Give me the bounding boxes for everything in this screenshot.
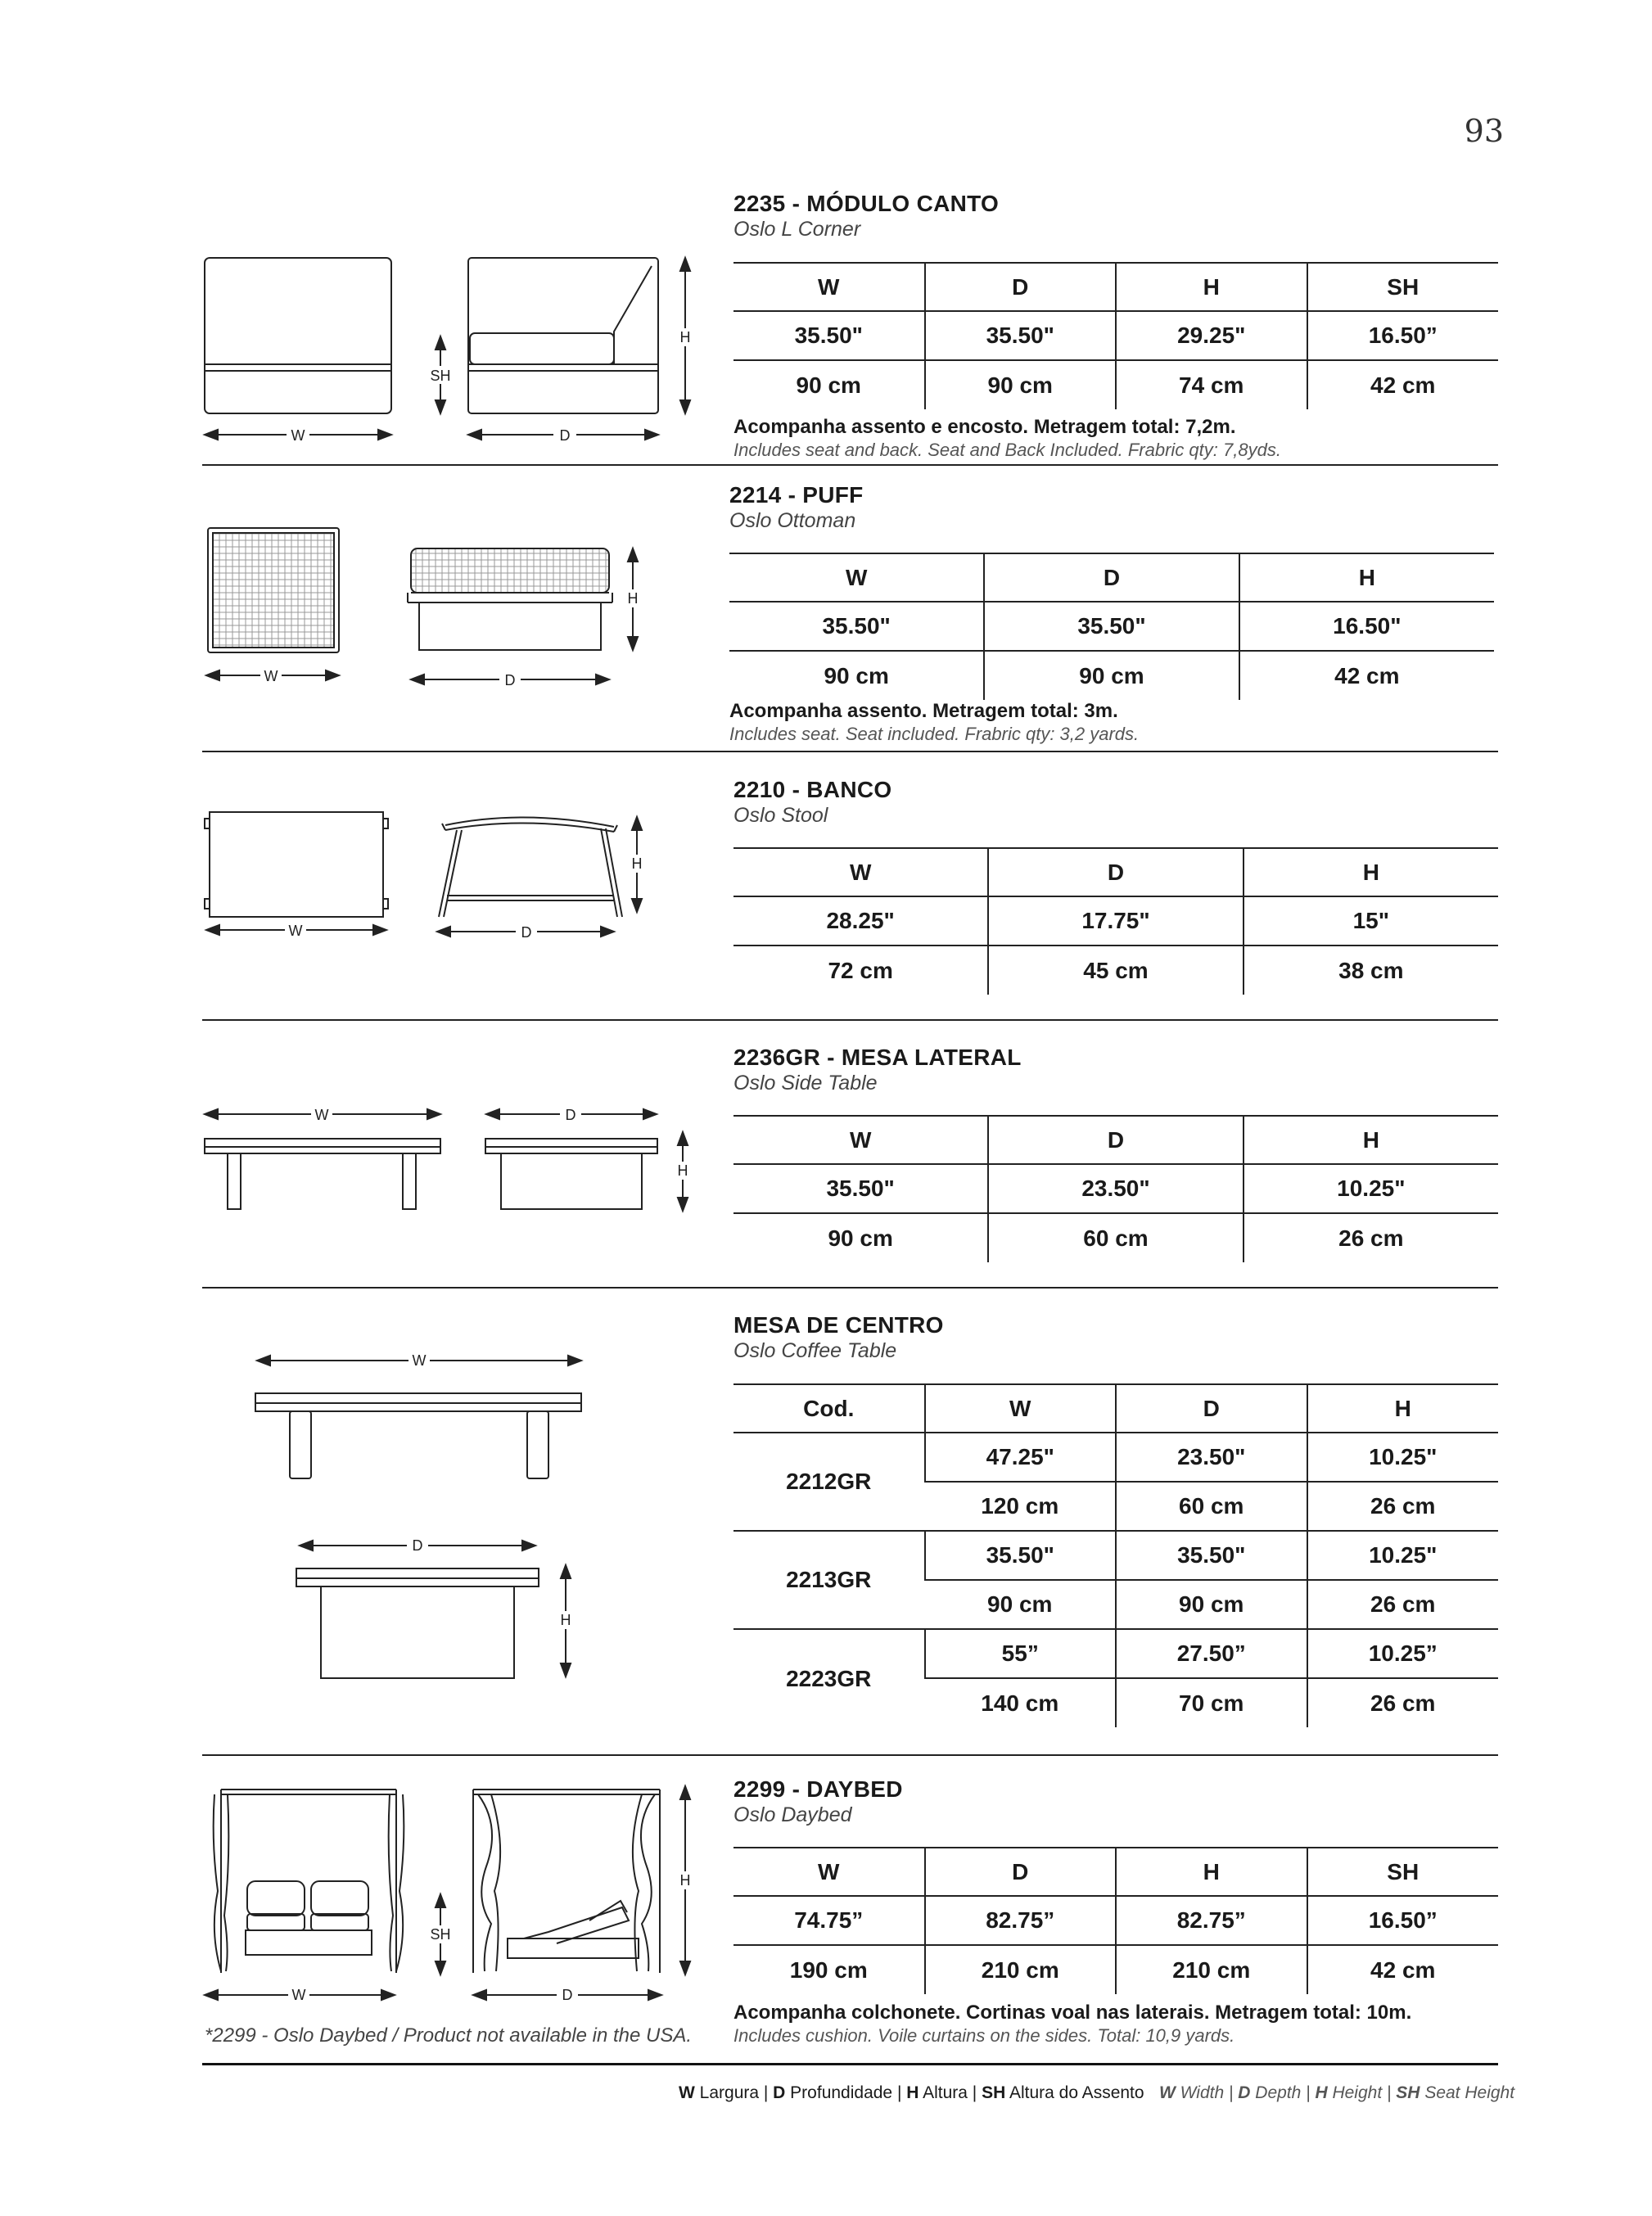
table-cell: 26 cm [1307, 1678, 1499, 1727]
table-cell: 35.50" [925, 1531, 1117, 1580]
table-cell: 190 cm [733, 1945, 925, 1994]
legend-value: Depth | [1250, 2083, 1316, 2102]
table-cell: 74.75” [733, 1896, 925, 1945]
legend-key: D [773, 2083, 786, 2102]
ottoman-drawing [196, 524, 655, 696]
section-divider [202, 1287, 1498, 1289]
product-title: MESA DE CENTRO [733, 1312, 944, 1338]
table-cell: 42 cm [1307, 1945, 1499, 1994]
legend-value: Altura | [919, 2083, 982, 2102]
legend-value: Altura do Assento [1005, 2083, 1144, 2102]
page-number: 93 [1464, 113, 1504, 149]
table-cell: 60 cm [1116, 1482, 1307, 1531]
section-divider [202, 464, 1498, 466]
table-cell: 38 cm [1244, 946, 1498, 995]
dimensions-table [733, 1383, 1498, 1727]
dim-label-d: D [559, 427, 571, 444]
table-cell: 28.25" [733, 896, 988, 946]
table-cell: 23.50" [988, 1164, 1243, 1213]
note-english: Includes seat and back. Seat and Back Included. Frabric qty: 7,8yds. [733, 440, 1281, 460]
legend-value: Profundidade | [785, 2083, 907, 2102]
product-subtitle: Oslo Side Table [733, 1072, 878, 1094]
legend-key: H [1315, 2083, 1328, 2102]
table-header: H [1116, 1848, 1307, 1896]
product-subtitle: Oslo Stool [733, 804, 828, 827]
dim-label-d: D [565, 1107, 576, 1123]
section-divider [202, 1019, 1498, 1021]
dimensions-table [733, 1115, 1498, 1262]
stool-drawing [196, 802, 671, 958]
table-cell: 16.50" [1239, 602, 1494, 651]
table-header: W [729, 553, 984, 602]
product-note [733, 415, 1281, 461]
table-cell: 35.50" [984, 602, 1239, 651]
legend-key: H [906, 2083, 919, 2102]
table-cell: 27.50” [1116, 1629, 1307, 1678]
table-header: H [1307, 1384, 1499, 1433]
table-header: D [925, 263, 1117, 311]
table-header: H [1239, 553, 1494, 602]
legend-key: SH [982, 2083, 1006, 2102]
section-divider [202, 751, 1498, 752]
product-title: 2214 - PUFF [729, 482, 864, 508]
table-header: H [1244, 848, 1498, 896]
table-cell: 42 cm [1239, 651, 1494, 700]
dim-label-h: H [679, 329, 691, 345]
table-cell: 90 cm [733, 360, 925, 409]
legend-portuguese [679, 2083, 1144, 2103]
daybed-drawing [196, 1776, 704, 2014]
legend-value: Width | [1175, 2083, 1239, 2102]
table-cell: 90 cm [729, 651, 984, 700]
table-cell: 45 cm [988, 946, 1243, 995]
table-cell: 72 cm [733, 946, 988, 995]
table-header: W [733, 263, 925, 311]
table-cell: 35.50" [733, 1164, 988, 1213]
product-heading [729, 482, 864, 533]
table-header: D [988, 848, 1243, 896]
table-cell: 60 cm [988, 1213, 1243, 1262]
table-cell: 90 cm [925, 1580, 1117, 1629]
corner-drawing [196, 250, 704, 454]
section-divider [202, 1754, 1498, 1756]
dim-label-h: H [631, 855, 643, 872]
table-cell: 26 cm [1307, 1482, 1499, 1531]
table-cell: 120 cm [925, 1482, 1117, 1531]
legend-key: SH [1396, 2083, 1420, 2102]
table-header: SH [1307, 263, 1499, 311]
table-cell: 74 cm [1116, 360, 1307, 409]
note-portuguese: Acompanha assento. Metragem total: 3m. [729, 700, 1118, 722]
table-cell: 35.50" [1116, 1531, 1307, 1580]
product-heading [733, 1045, 1022, 1095]
product-heading [733, 1776, 903, 1827]
dim-label-h: H [560, 1612, 571, 1628]
table-cell-code: 2213GR [733, 1531, 925, 1629]
table-header: W [733, 1116, 988, 1164]
dim-label-d: D [412, 1537, 423, 1554]
table-cell-code: 2223GR [733, 1629, 925, 1727]
dimensions-table [733, 262, 1498, 409]
table-cell: 90 cm [1116, 1580, 1307, 1629]
dim-label-d: D [562, 1987, 573, 2003]
table-cell: 26 cm [1244, 1213, 1498, 1262]
table-header: D [988, 1116, 1243, 1164]
table-cell: 29.25" [1116, 311, 1307, 360]
table-cell: 10.25" [1307, 1433, 1499, 1482]
table-cell: 10.25" [1244, 1164, 1498, 1213]
table-header: H [1244, 1116, 1498, 1164]
dim-label-h: H [679, 1872, 691, 1889]
table-cell: 82.75” [1116, 1896, 1307, 1945]
table-cell: 90 cm [984, 651, 1239, 700]
table-cell: 47.25" [925, 1433, 1117, 1482]
table-cell: 140 cm [925, 1678, 1117, 1727]
table-cell: 26 cm [1307, 1580, 1499, 1629]
product-heading [733, 1312, 944, 1363]
dim-label-h: H [627, 590, 639, 607]
dim-label-w: W [288, 923, 303, 939]
footer-divider [202, 2063, 1498, 2065]
legend-english [1159, 2083, 1514, 2103]
table-cell: 55” [925, 1629, 1117, 1678]
legend-value: Height | [1327, 2083, 1397, 2102]
table-cell: 10.25” [1307, 1629, 1499, 1678]
table-cell: 90 cm [733, 1213, 988, 1262]
dim-label-w: W [291, 427, 305, 444]
product-subtitle: Oslo Ottoman [729, 509, 856, 532]
product-title: 2235 - MÓDULO CANTO [733, 191, 1000, 216]
dim-label-sh: SH [430, 1926, 451, 1943]
table-header: W [733, 1848, 925, 1896]
table-header: W [925, 1384, 1117, 1433]
dimensions-table [733, 1847, 1498, 1994]
table-cell: 10.25" [1307, 1531, 1499, 1580]
table-header: H [1116, 263, 1307, 311]
legend-value: Seat Height [1420, 2083, 1515, 2102]
product-subtitle: Oslo Coffee Table [733, 1339, 897, 1362]
table-cell: 42 cm [1307, 360, 1499, 409]
dimensions-table [733, 847, 1498, 995]
dim-label-w: W [314, 1107, 329, 1123]
legend-key: W [679, 2083, 695, 2102]
note-portuguese: Acompanha colchonete. Cortinas voal nas laterais. Metragem total: 10m. [733, 2002, 1412, 2024]
daybed-availability-footnote: *2299 - Oslo Daybed / Product not available in the USA. [205, 2024, 693, 2047]
product-note [733, 2001, 1411, 2047]
table-cell: 210 cm [1116, 1945, 1307, 1994]
product-heading [733, 191, 999, 241]
product-subtitle: Oslo Daybed [733, 1803, 852, 1826]
note-english: Includes cushion. Voile curtains on the sides. Total: 10,9 yards. [733, 2025, 1235, 2046]
table-header: D [984, 553, 1239, 602]
dim-label-h: H [677, 1162, 688, 1179]
table-cell: 35.50" [925, 311, 1117, 360]
table-cell: 82.75” [925, 1896, 1117, 1945]
note-english: Includes seat. Seat included. Frabric qty: 3,2 yards. [729, 724, 1140, 744]
dim-label-w: W [264, 668, 278, 684]
table-cell: 16.50” [1307, 311, 1499, 360]
table-cell: 210 cm [925, 1945, 1117, 1994]
table-header: D [925, 1848, 1117, 1896]
dim-label-d: D [521, 924, 532, 941]
coffee-table-drawing [246, 1343, 598, 1695]
table-cell: 35.50" [729, 602, 984, 651]
product-title: 2299 - DAYBED [733, 1776, 903, 1802]
legend-key: W [1159, 2083, 1176, 2102]
side-table-drawing [196, 1101, 704, 1224]
table-cell: 15" [1244, 896, 1498, 946]
table-cell: 17.75" [988, 896, 1243, 946]
product-subtitle: Oslo L Corner [733, 218, 861, 241]
table-header: SH [1307, 1848, 1499, 1896]
product-title: 2210 - BANCO [733, 777, 892, 802]
table-cell-code: 2212GR [733, 1433, 925, 1531]
table-cell: 35.50" [733, 311, 925, 360]
product-title: 2236GR - MESA LATERAL [733, 1045, 1022, 1070]
table-cell: 70 cm [1116, 1678, 1307, 1727]
dim-label-w: W [412, 1352, 427, 1369]
dim-label-sh: SH [430, 368, 451, 384]
table-header: Cod. [733, 1384, 925, 1433]
product-note [729, 699, 1139, 745]
dim-label-d: D [504, 672, 516, 688]
table-cell: 23.50" [1116, 1433, 1307, 1482]
table-cell: 90 cm [925, 360, 1117, 409]
dim-label-w: W [291, 1987, 306, 2003]
note-portuguese: Acompanha assento e encosto. Metragem total: 7,2m. [733, 416, 1236, 438]
dimensions-table [729, 553, 1494, 700]
table-header: W [733, 848, 988, 896]
legend-value: Largura | [694, 2083, 774, 2102]
table-header: D [1116, 1384, 1307, 1433]
legend-key: D [1238, 2083, 1251, 2102]
product-heading [733, 777, 891, 828]
table-cell: 16.50” [1307, 1896, 1499, 1945]
